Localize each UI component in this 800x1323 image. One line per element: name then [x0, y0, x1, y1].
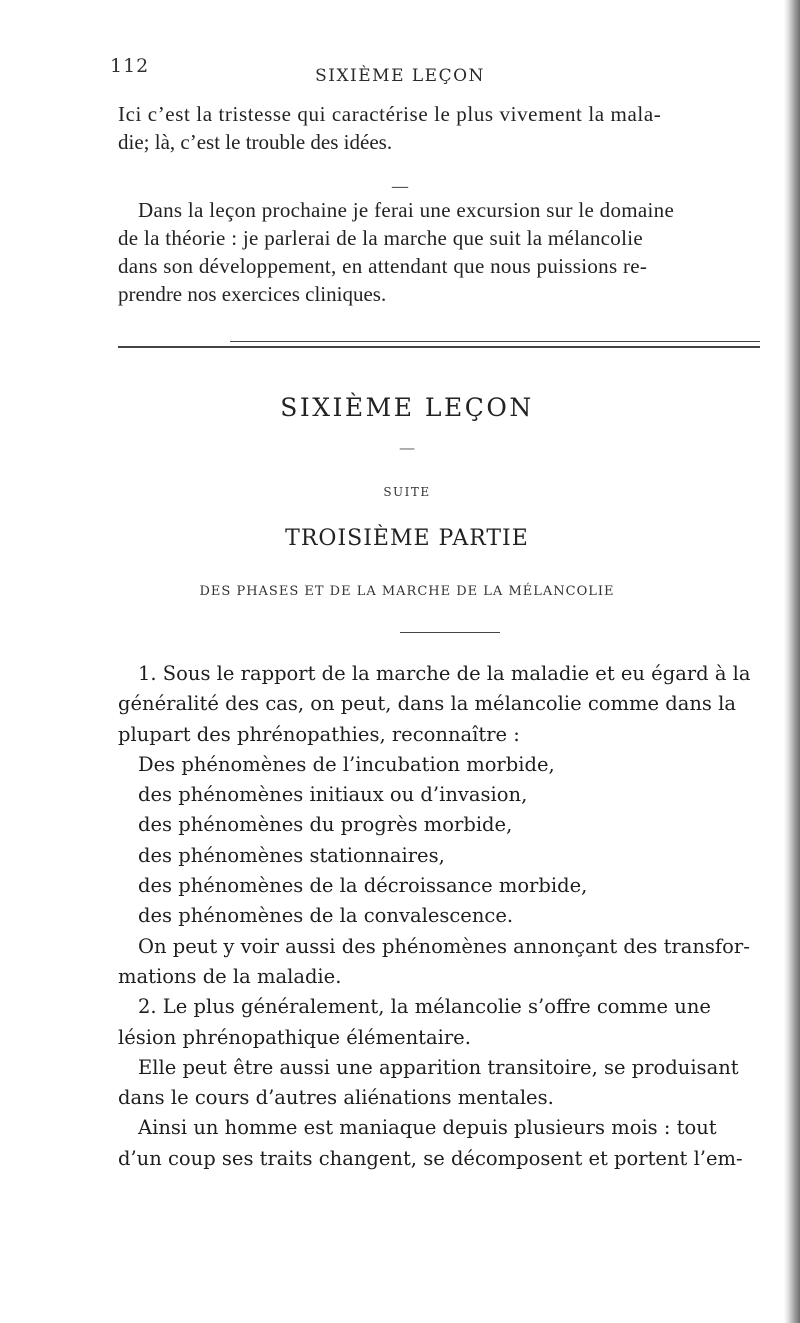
text-line: des phénomènes de la convalescence. [138, 904, 514, 928]
text-line: 1. Sous le rapport de la marche de la maladie et eu égard à la [138, 662, 751, 685]
text-line: des phénomènes initiaux ou d’invasion, [138, 783, 528, 807]
text-line: dans son développement, en attendant que nous puissions re- [118, 254, 648, 278]
part-subtitle: DES PHASES ET DE LA MARCHE DE LA MÉLANCOLIE [199, 584, 615, 599]
page-number: 112 [110, 55, 150, 77]
intro-paragraph-2 [118, 196, 674, 308]
text-line: d’un coup ses traits changent, se décomposent et portent l’em- [118, 1146, 743, 1170]
text-line: Elle peut être aussi une apparition transitoire, se produisant [138, 1055, 739, 1079]
text-line: 2. Le plus généralement, la mélancolie s’offre comme une [138, 995, 711, 1019]
text-line: Des phénomènes de l’incubation morbide, [138, 752, 555, 776]
text-line: généralité des cas, on peut, dans la mélancolie comme dans la [118, 692, 736, 716]
text-line: des phénomènes stationnaires, [138, 843, 445, 867]
text-line: Dans la leçon prochaine je ferai une excursion sur le domaine [138, 198, 675, 222]
text-line: mations de la maladie. [118, 964, 342, 988]
chapter-title: SIXIÈME LEÇON [280, 393, 534, 422]
body-text [118, 659, 751, 1174]
part-title: TROISIÈME PARTIE [285, 526, 529, 551]
intro-paragraph-1 [118, 100, 661, 156]
text-line: des phénomènes de la décroissance morbide, [138, 874, 588, 898]
chapter-subtitle: SUITE [383, 485, 431, 499]
page-edge-shadow [784, 0, 800, 1323]
intro-dash: — [391, 176, 409, 197]
text-line: prendre nos exercices cliniques. [118, 282, 387, 306]
text-line: On peut y voir aussi des phénomènes annonçant des transfor- [138, 934, 750, 958]
text-line: Ici c’est la tristesse qui caractérise le plus vivement la mala- [118, 102, 662, 126]
text-line: Ainsi un homme est maniaque depuis plusieurs mois : tout [138, 1116, 717, 1140]
text-line: de la théorie : je parlerai de la marche que suit la mélancolie [118, 226, 643, 250]
part-rule [400, 632, 500, 633]
text-line: dans le cours d’autres aliénations mentales. [118, 1086, 554, 1110]
running-head: SIXIÈME LEÇON [315, 66, 485, 86]
section-rule-bottom [118, 346, 760, 348]
text-line: plupart des phrénopathies, reconnaître : [118, 722, 520, 746]
text-line: lésion phrénopathique élémentaire. [118, 1025, 471, 1049]
section-rule-top [230, 341, 760, 342]
chapter-dash: — [399, 438, 415, 457]
text-line: die; là, c’est le trouble des idées. [118, 130, 393, 154]
text-line: des phénomènes du progrès morbide, [138, 813, 513, 837]
